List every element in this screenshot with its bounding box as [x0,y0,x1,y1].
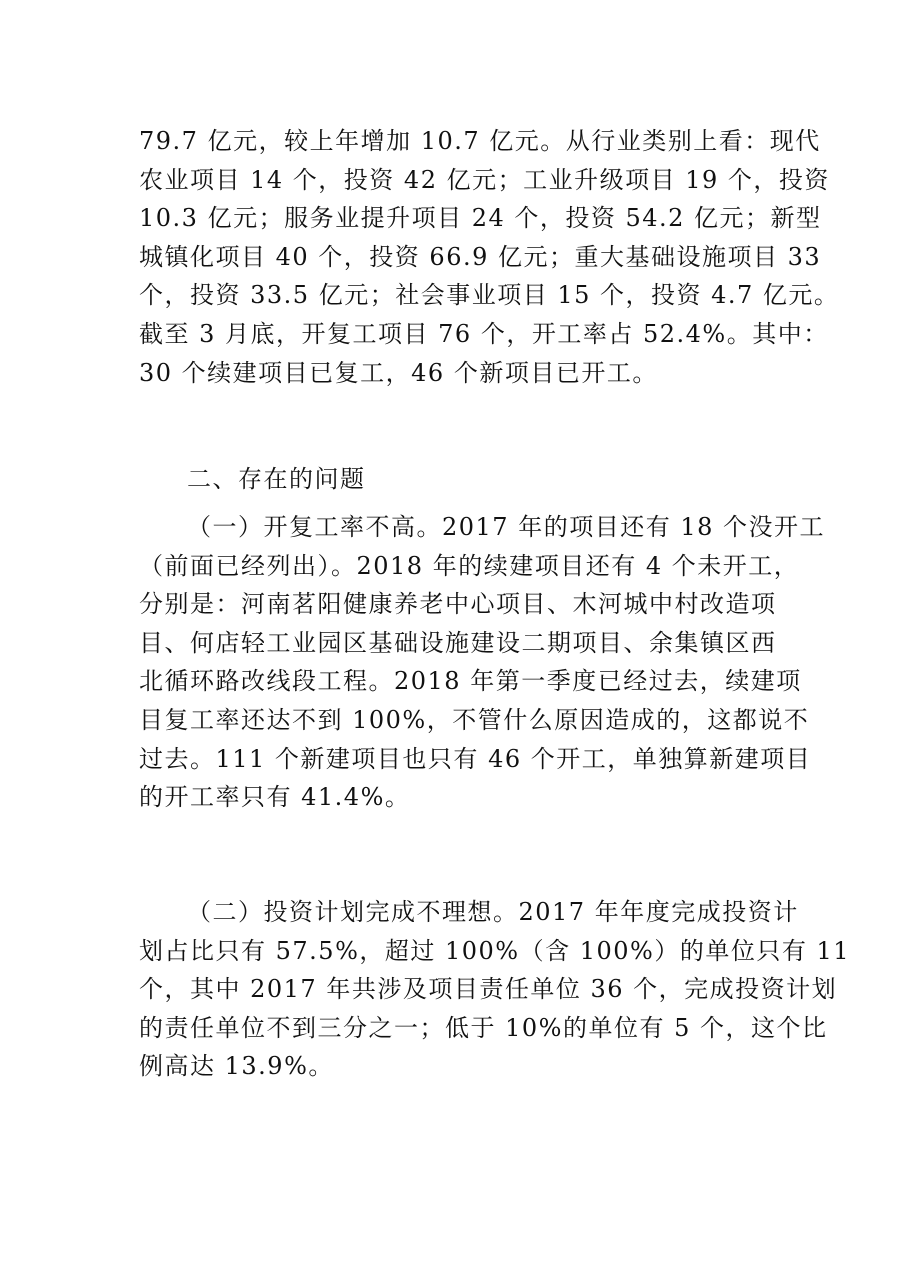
paragraph-line: 的开工率只有 41.4%。 [139,783,411,812]
paragraph-line: 农业项目 14 个，投资 42 亿元；工业升级项目 19 个，投资 [139,165,830,194]
paragraph-line: （二）投资计划完成不理想。2017 年年度完成投资计 [187,898,799,926]
paragraph-line: 过去。111 个新建项目也只有 46 个开工，单独算新建项目 [139,744,812,773]
section-heading [187,460,827,499]
paragraph-line: 分别是：河南茗阳健康养老中心项目、木河城中村改造项 [139,590,777,619]
paragraph-line: 个，其中 2017 年共涉及项目责任单位 36 个，完成投资计划 [139,975,838,1004]
paragraph-line: 城镇化项目 40 个，投资 66.9 亿元；重大基础设施项目 33 [139,242,822,271]
paragraph-line: 79.7 亿元，较上年增加 10.7 亿元。从行业类别上看：现代 [139,127,821,155]
paragraph-investment-summary [139,122,840,392]
paragraph-investment-plan-issue [139,893,851,1086]
paragraph-start-rate-issue [139,508,826,817]
paragraph-line: 北循环路改线段工程。2018 年第一季度已经过去，续建项 [139,667,802,696]
paragraph-line: 目、何店轻工业园区基础设施建设二期项目、余集镇区西 [139,628,777,657]
paragraph-line: 例高达 13.9%。 [139,1052,334,1081]
paragraph-line: 截至 3 月底，开复工项目 76 个，开工率占 52.4%。其中： [139,319,829,348]
paragraph-line: 10.3 亿元；服务业提升项目 24 个，投资 54.2 亿元；新型 [139,204,822,233]
paragraph-line: 划占比只有 57.5%，超过 100%（含 100%）的单位只有 11 [139,936,851,965]
paragraph-line: 目复工率还达不到 100%，不管什么原因造成的，这都说不 [139,705,810,734]
section-heading-text: 二、存在的问题 [187,465,366,493]
paragraph-line: （前面已经列出）。2018 年的续建项目还有 4 个未开工， [139,551,800,580]
paragraph-line: 的责任单位不到三分之一；低于 10%的单位有 5 个，这个比 [139,1013,828,1042]
paragraph-line: （一）开复工率不高。2017 年的项目还有 18 个没开工 [187,513,826,541]
paragraph-line: 个，投资 33.5 亿元；社会事业项目 15 个，投资 4.7 亿元。 [139,281,840,310]
paragraph-line: 30 个续建项目已复工，46 个新项目已开工。 [139,358,658,387]
